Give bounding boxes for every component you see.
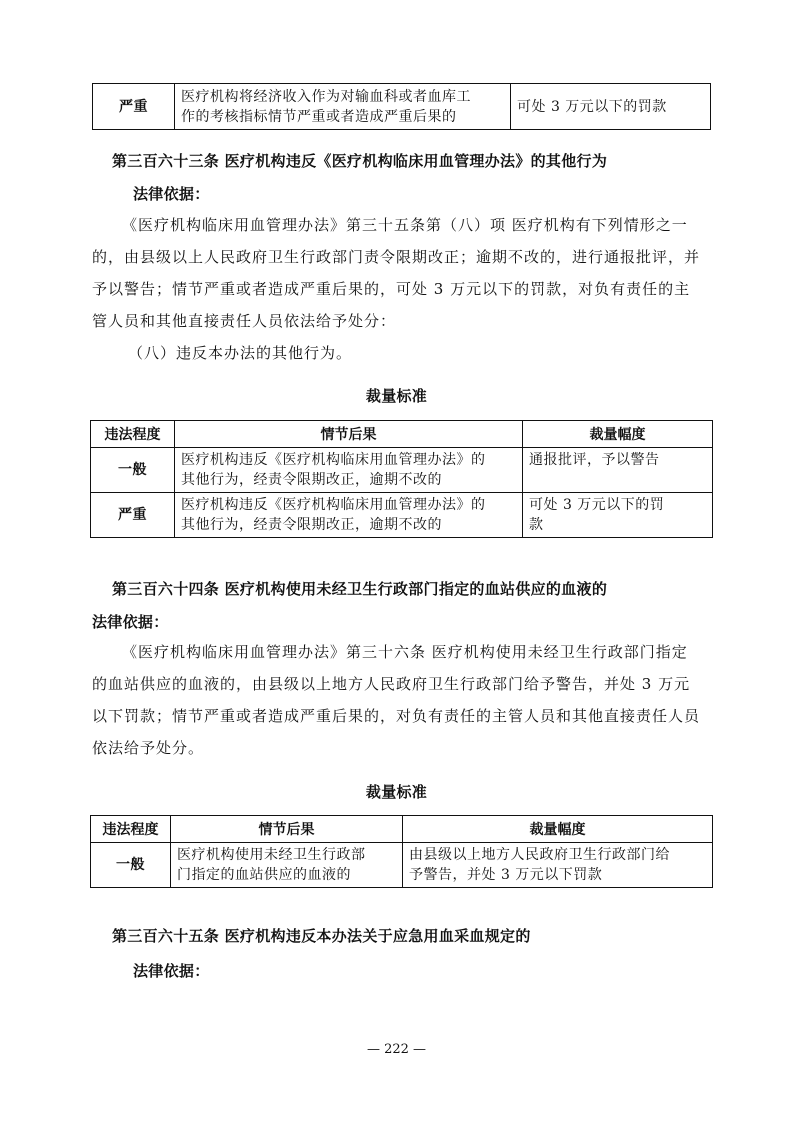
text-line: 以下罚款；情节严重或者造成严重后果的，对负有责任的主管人员和其他直接责任人员 [92,707,701,725]
table-row [91,448,713,493]
text-line: 《医疗机构临床用血管理办法》第三十五条第（八）项 医疗机构有下列情形之一 [122,216,688,234]
article-364-title: 第三百六十四条 医疗机构使用未经卫生行政部门指定的血站供应的血液的 [112,580,608,598]
text-line: 的，由县级以上人民政府卫生行政部门责令限期改正；逾期不改的，进行通报批评，并 [92,248,701,266]
penalty-cell [523,448,713,493]
col-header: 情节后果 [175,421,523,448]
standard-table-363 [90,420,713,538]
level-cell: 严重 [91,493,175,538]
level-cell: 严重 [93,84,175,130]
circumstance-cell [175,448,523,493]
col-header: 情节后果 [171,816,403,843]
circumstance-cell [175,84,511,130]
level-cell: 一般 [91,843,171,888]
text-line: 管人员和其他直接责任人员依法给予处分： [92,312,397,330]
article-363-text [92,209,712,369]
circumstance-line: 作的考核指标情节严重或者造成严重后果的 [181,108,457,125]
circumstance-cell [171,843,403,888]
top-table [92,83,711,130]
article-365-basis-label: 法律依据： [133,962,210,980]
penalty-line: 通报批评，予以警告 [529,452,660,468]
article-365-title: 第三百六十五条 医疗机构违反本办法关于应急用血采血规定的 [112,927,531,945]
col-header: 裁量幅度 [403,816,713,843]
circumstance-line: 其他行为，经责令限期改正，逾期不改的 [181,517,442,533]
col-header: 违法程度 [91,816,171,843]
text-line: （八）违反本办法的其他行为。 [128,344,353,362]
text-line: 的血站供应的血液的，由县级以上地方人民政府卫生行政部门给予警告，并处 3 万元 [92,675,691,693]
circumstance-cell [175,493,523,538]
standard-title-364: 裁量标准 [365,783,428,801]
article-363-title: 第三百六十三条 医疗机构违反《医疗机构临床用血管理办法》的其他行为 [112,152,608,170]
level-cell: 一般 [91,448,175,493]
standard-table-364 [90,815,713,888]
circumstance-line: 医疗机构将经济收入作为对输血科或者血库工 [181,88,471,105]
table-row [93,84,711,130]
page-number: — 222 — [366,1042,427,1057]
circumstance-line: 医疗机构违反《医疗机构临床用血管理办法》的 [181,497,486,513]
penalty-cell [403,843,713,888]
col-header: 违法程度 [91,421,175,448]
article-364-basis-label: 法律依据： [92,613,169,631]
text-line: 予以警告；情节严重或者造成严重后果的，可处 3 万元以下的罚款，对负有责任的主 [92,280,691,298]
text-line: 依法给予处分。 [92,739,205,757]
penalty-line: 款 [529,517,544,533]
table-header-row [91,816,713,843]
table-row [91,843,713,888]
article-364-text [92,636,712,764]
penalty-line: 予警告，并处 3 万元以下罚款 [409,867,603,883]
circumstance-line: 其他行为，经责令限期改正，逾期不改的 [181,472,442,488]
table-header-row [91,421,713,448]
standard-title-363: 裁量标准 [365,387,428,405]
article-363-basis-label: 法律依据： [133,185,210,203]
text-line: 《医疗机构临床用血管理办法》第三十六条 医疗机构使用未经卫生行政部门指定 [122,643,688,661]
penalty-line: 可处 3 万元以下的罚 [529,497,665,513]
circumstance-line: 门指定的血站供应的血液的 [177,867,351,883]
penalty-cell: 可处 3 万元以下的罚款 [511,84,711,130]
circumstance-line: 医疗机构使用未经卫生行政部 [177,847,366,863]
col-header: 裁量幅度 [523,421,713,448]
table-row [91,493,713,538]
circumstance-line: 医疗机构违反《医疗机构临床用血管理办法》的 [181,452,486,468]
penalty-cell [523,493,713,538]
penalty-line: 由县级以上地方人民政府卫生行政部门给 [409,847,670,863]
